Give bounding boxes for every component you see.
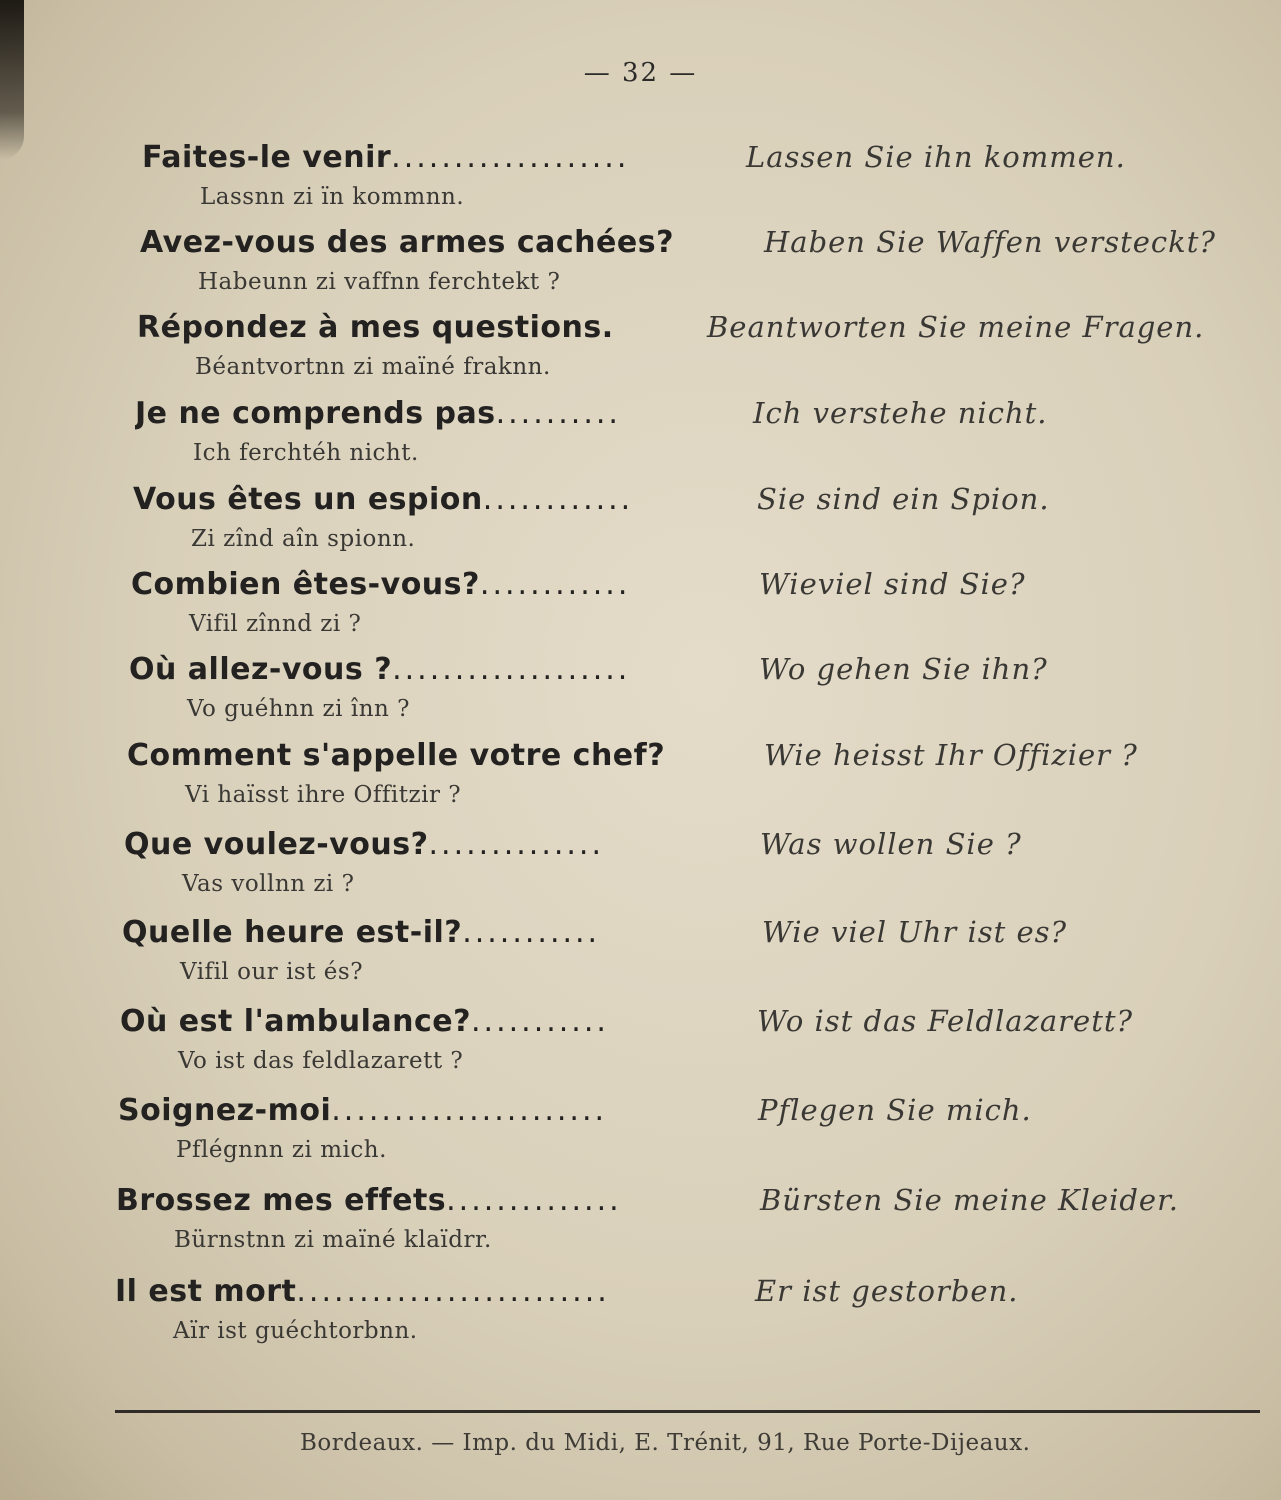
printer-imprint: Bordeaux. — Imp. du Midi, E. Trénit, 91, Rue Porte-Dijeaux. <box>300 1430 1031 1456</box>
pronunciation: Vo guéhnn zi înn ? <box>187 696 410 722</box>
german-phrase: Sie sind ein Spion. <box>757 482 1050 516</box>
german-phrase: Wo ist das Feldlazarett? <box>757 1004 1134 1038</box>
german-phrase: Wieviel sind Sie? <box>759 567 1026 601</box>
german-phrase: Wie heisst Ihr Offizier ? <box>764 738 1138 772</box>
french-phrase: Faites-le venir................... <box>142 140 630 175</box>
pronunciation: Vi haïsst ihre Offitzir ? <box>185 782 462 808</box>
french-phrase: Que voulez-vous?.............. <box>124 827 605 862</box>
pronunciation: Vas vollnn zi ? <box>182 871 355 897</box>
pronunciation: Habeunn zi vaffnn ferchtekt ? <box>198 269 561 295</box>
pronunciation: Aïr ist guéchtorbnn. <box>173 1318 418 1344</box>
german-phrase: Wo gehen Sie ihn? <box>759 652 1048 686</box>
german-phrase: Ich verstehe nicht. <box>753 396 1048 430</box>
pronunciation: Pflégnnn zi mich. <box>176 1137 387 1163</box>
german-phrase: Bürsten Sie meine Kleider. <box>760 1183 1179 1217</box>
german-phrase: Pflegen Sie mich. <box>758 1093 1032 1127</box>
pronunciation: Lassnn zi ïn kommnn. <box>200 184 465 210</box>
page-number: — 32 — <box>583 58 698 88</box>
french-phrase: Je ne comprends pas.......... <box>135 396 621 431</box>
german-phrase: Lassen Sie ihn kommen. <box>746 140 1126 174</box>
french-phrase: Vous êtes un espion............ <box>133 482 634 517</box>
french-phrase: Où est l'ambulance?........... <box>120 1004 609 1039</box>
french-phrase: Quelle heure est-il?........... <box>122 915 601 950</box>
french-phrase: Avez-vous des armes cachées? <box>140 225 674 260</box>
french-phrase: Répondez à mes questions. <box>137 310 614 345</box>
french-phrase: Comment s'appelle votre chef? <box>127 738 666 773</box>
french-phrase: Combien êtes-vous?............ <box>131 567 631 602</box>
pronunciation: Vo ist das feldlazarett ? <box>178 1048 464 1074</box>
german-phrase: Was wollen Sie ? <box>760 827 1022 861</box>
french-phrase: Il est mort......................... <box>115 1274 610 1309</box>
pronunciation: Béantvortnn zi maïné fraknn. <box>195 354 551 380</box>
german-phrase: Beantworten Sie meine Fragen. <box>707 310 1205 344</box>
pronunciation: Bürnstnn zi maïné klaïdrr. <box>174 1227 492 1253</box>
pronunciation: Zi zînd aîn spionn. <box>191 526 416 552</box>
french-phrase: Où allez-vous ?................... <box>129 652 631 687</box>
footer-rule <box>115 1410 1260 1413</box>
french-phrase: Soignez-moi...................... <box>118 1093 608 1128</box>
pronunciation: Ich ferchtéh nicht. <box>193 440 419 466</box>
french-phrase: Brossez mes effets.............. <box>116 1183 622 1218</box>
pronunciation: Vifil zînnd zi ? <box>189 611 362 637</box>
german-phrase: Haben Sie Waffen versteckt? <box>764 225 1216 259</box>
pronunciation: Vifil our ist és? <box>180 959 364 985</box>
german-phrase: Wie viel Uhr ist es? <box>762 915 1068 949</box>
german-phrase: Er ist gestorben. <box>755 1274 1019 1308</box>
